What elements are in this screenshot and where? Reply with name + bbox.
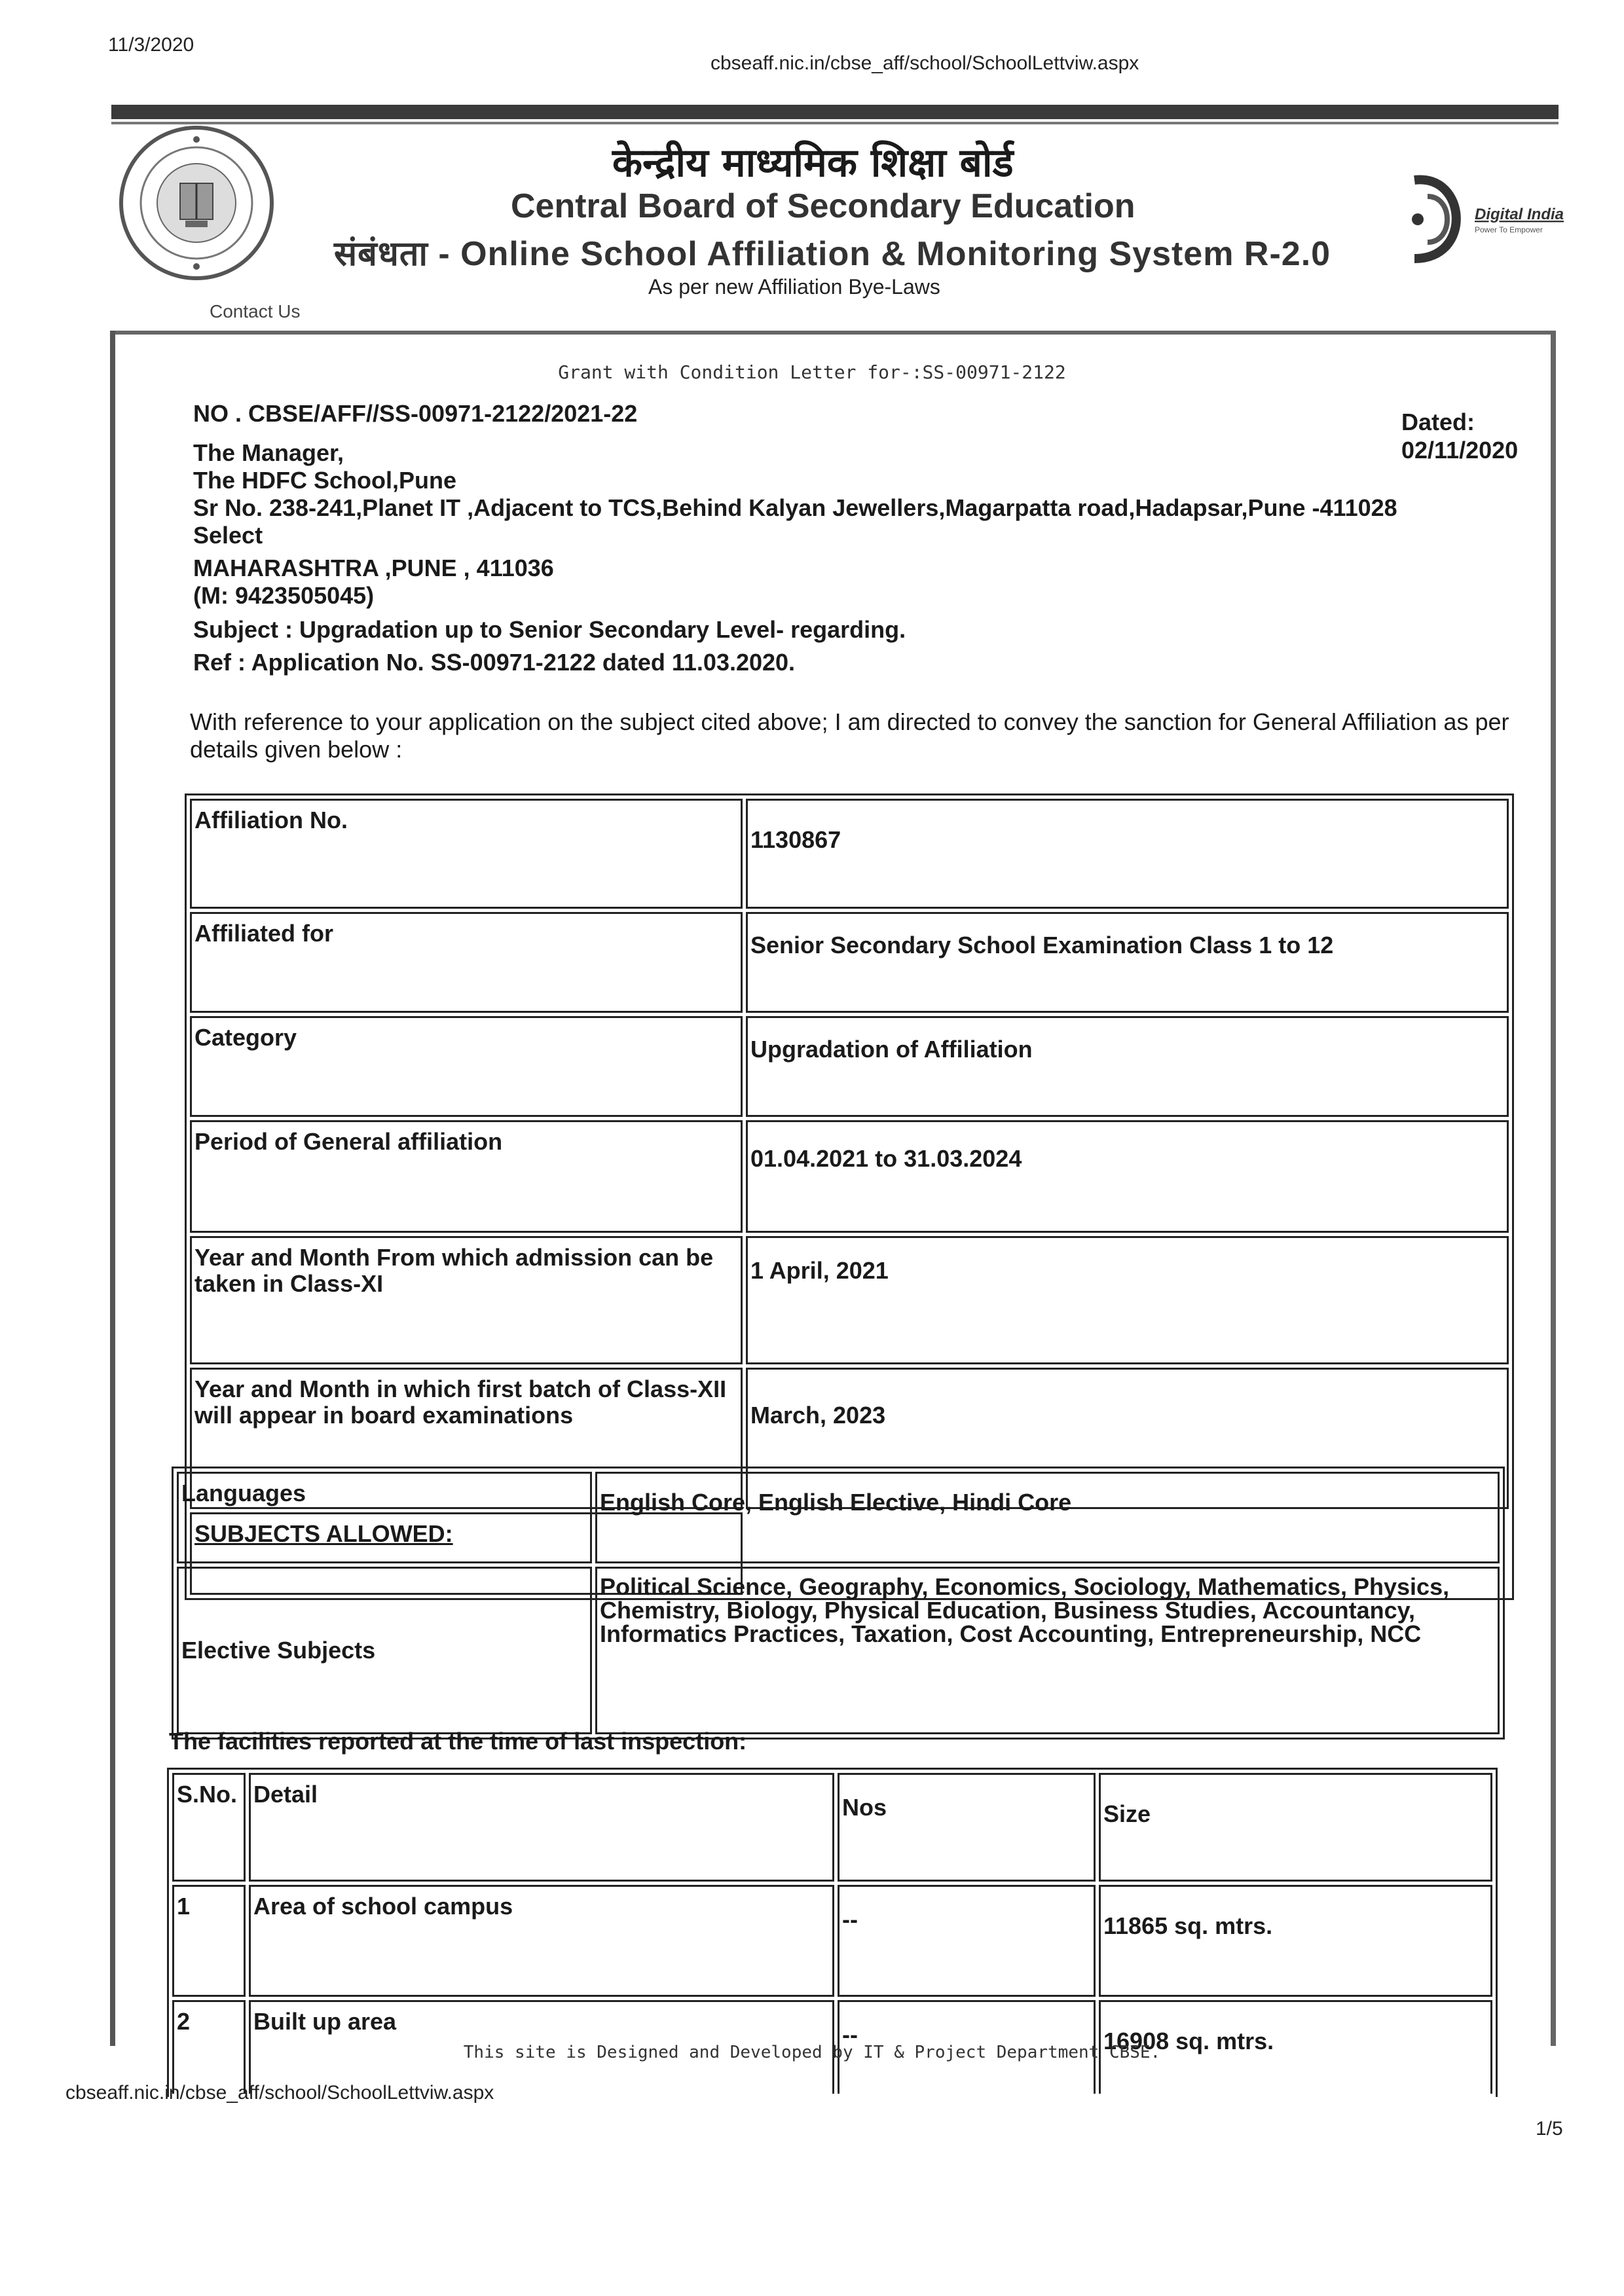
body-paragraph: With reference to your application on the subject cited above; I am directed to convey the sanction for General Affiliation as per details given below : bbox=[190, 708, 1509, 763]
affiliation-value: Upgradation of Affiliation bbox=[746, 1016, 1509, 1117]
column-header: Size bbox=[1099, 1773, 1492, 1882]
affiliation-value: Senior Secondary School Examination Class 1 to 12 bbox=[746, 912, 1509, 1013]
header-rule bbox=[111, 105, 1559, 119]
table-row bbox=[190, 912, 1509, 1013]
digital-india-logo bbox=[1388, 167, 1578, 272]
digital-india-tagline: Power To Empower bbox=[1475, 225, 1543, 234]
frame-right bbox=[1551, 331, 1556, 2046]
affiliation-label: Period of General affiliation bbox=[190, 1120, 743, 1233]
digital-india-text: Digital India bbox=[1475, 206, 1564, 223]
affiliation-value: 01.04.2021 to 31.03.2024 bbox=[746, 1120, 1509, 1233]
print-url: cbseaff.nic.in/cbse_aff/school/SchoolLettviw.aspx bbox=[710, 52, 1139, 74]
affiliation-value: 1 April, 2021 bbox=[746, 1236, 1509, 1364]
table-row bbox=[190, 1236, 1509, 1364]
column-header: Nos bbox=[838, 1773, 1096, 1882]
grant-letter-title: Grant with Condition Letter for-:SS-00971-2122 bbox=[558, 361, 1066, 383]
frame-top bbox=[110, 331, 1556, 335]
cbse-emblem-logo bbox=[115, 121, 278, 285]
subject-line: Subject : Upgradation up to Senior Secondary Level- regarding. bbox=[193, 616, 906, 643]
table-cell: 11865 sq. mtrs. bbox=[1099, 1885, 1492, 1997]
table-row bbox=[172, 1885, 1492, 1997]
table-row bbox=[190, 1016, 1509, 1117]
affiliation-label: Affiliated for bbox=[190, 912, 743, 1013]
dated-label: Dated: bbox=[1401, 409, 1475, 435]
address-line: The HDFC School,Pune bbox=[193, 467, 457, 494]
ref-line: Ref : Application No. SS-00971-2122 dated 11.03.2020. bbox=[193, 649, 796, 676]
affiliation-label: Year and Month From which admission can be taken in Class-XI bbox=[190, 1236, 743, 1364]
column-header: S.No. bbox=[172, 1773, 246, 1882]
dated-value: 02/11/2020 bbox=[1401, 437, 1519, 464]
subjects-allowed-heading: SUBJECTS ALLOWED: bbox=[190, 1512, 743, 1595]
subject-category-label: Elective Subjects bbox=[177, 1567, 592, 1734]
print-date: 11/3/2020 bbox=[108, 34, 194, 56]
table-cell: 16908 sq. mtrs. bbox=[1099, 2000, 1492, 2094]
reference-number: NO . CBSE/AFF//SS-00971-2122/2021-22 bbox=[193, 400, 638, 427]
site-credit: This site is Designed and Developed by IT & Project Department CBSE. bbox=[463, 2043, 1161, 2062]
table-cell: 2 bbox=[172, 2000, 246, 2094]
table-cell: Built up area bbox=[249, 2000, 834, 2094]
subject-category-label: Languages bbox=[177, 1472, 592, 1563]
header-rule-thin bbox=[111, 122, 1559, 124]
system-title bbox=[334, 229, 1331, 276]
frame-left bbox=[110, 331, 115, 2046]
title-hindi: केन्द्रीय माध्यमिक शिक्षा बोर्ड bbox=[612, 140, 1014, 186]
table-row bbox=[177, 1472, 1500, 1563]
table-cell: -- bbox=[838, 1885, 1096, 1997]
address-line: Sr No. 238-241,Planet IT ,Adjacent to TCS,Behind Kalyan Jewellers,Magarpatta road,Hadapsar,Pune -411028 bbox=[193, 494, 1397, 521]
table-cell: Area of school campus bbox=[249, 1885, 834, 1997]
address-line: MAHARASHTRA ,PUNE , 411036 bbox=[193, 555, 554, 581]
address-line: The Manager, bbox=[193, 439, 344, 466]
table-cell: -- bbox=[838, 2000, 1096, 2094]
title-english: Central Board of Secondary Education bbox=[511, 187, 1135, 225]
address-line: (M: 9423505045) bbox=[193, 582, 375, 609]
affiliation-value: March, 2023 bbox=[746, 1368, 1509, 1509]
table-header-row bbox=[172, 1773, 1492, 1882]
table-row bbox=[177, 1567, 1500, 1734]
page-number: 1/5 bbox=[1536, 2118, 1563, 2140]
subject-list: English Core, English Elective, Hindi Core bbox=[595, 1472, 1500, 1563]
footer-url: cbseaff.nic.in/cbse_aff/school/SchoolLettviw.aspx bbox=[65, 2082, 494, 2104]
subjects-table bbox=[172, 1467, 1505, 1740]
contact-us-link[interactable]: Contact Us bbox=[210, 301, 301, 321]
address-line: Select bbox=[193, 522, 263, 549]
bye-laws-note: As per new Affiliation Bye-Laws bbox=[648, 275, 940, 299]
affiliation-label: Category bbox=[190, 1016, 743, 1117]
table-row bbox=[190, 799, 1509, 909]
system-title-english: - Online School Affiliation & Monitoring System R-2.0 bbox=[428, 235, 1331, 273]
table-row bbox=[190, 1120, 1509, 1233]
subject-list: Political Science, Geography, Economics, Sociology, Mathematics, Physics, Chemistry, Biology, Physical Education, Business Studies, Accountancy, Informatics Practices, Taxation, Cost Accounting, Entrepreneurship, NCC bbox=[595, 1567, 1500, 1734]
system-title-hindi: संबंधता bbox=[334, 234, 428, 274]
affiliation-label: Year and Month in which first batch of Class-XII will appear in board examinations bbox=[190, 1368, 743, 1509]
column-header: Detail bbox=[249, 1773, 834, 1882]
table-cell: 1 bbox=[172, 1885, 246, 1997]
affiliation-label: Affiliation No. bbox=[190, 799, 743, 909]
affiliation-value: 1130867 bbox=[746, 799, 1509, 909]
facilities-heading: The facilities reported at the time of last inspection: bbox=[169, 1728, 747, 1755]
